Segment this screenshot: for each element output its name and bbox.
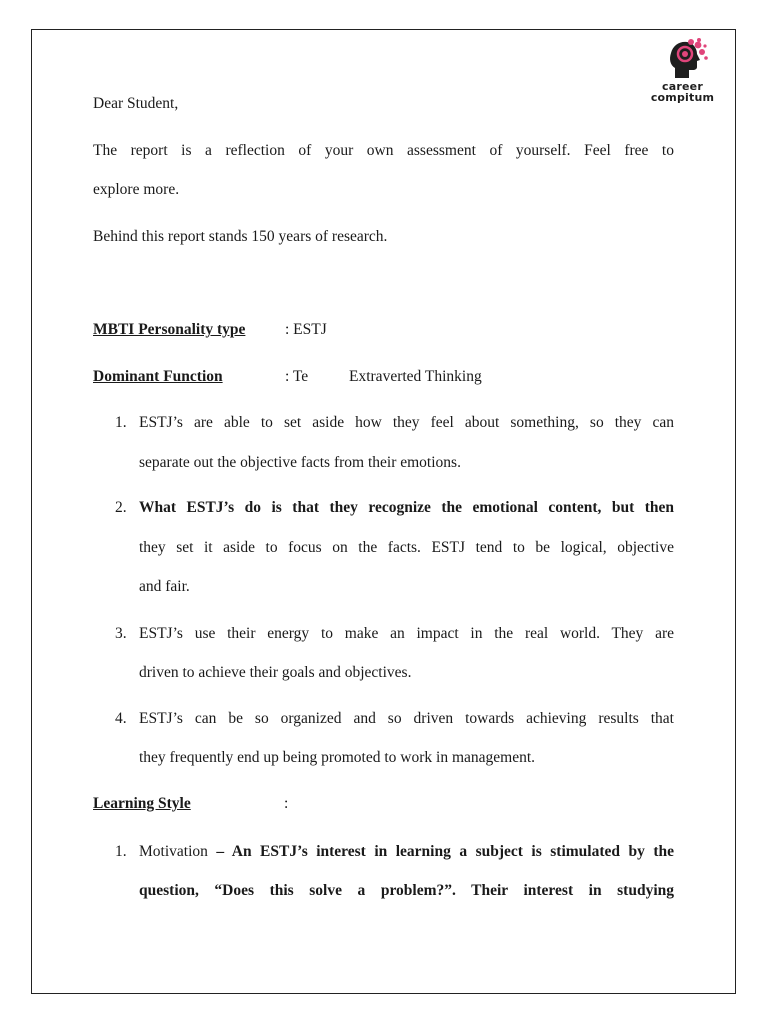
- intro-paragraph-line-2: explore more.: [93, 181, 180, 198]
- list-item-1-line-2: separate out the objective facts from their emotions.: [139, 454, 461, 471]
- salutation: Dear Student,: [93, 95, 179, 112]
- list-number: 3.: [115, 625, 127, 642]
- list-item-2-line-1: What ESTJ’s do is that they recognize the emotional content, but then: [139, 499, 674, 516]
- mbti-heading: MBTI Personality type: [93, 321, 246, 338]
- career-compitum-logo: [645, 38, 720, 110]
- mbti-value: : ESTJ: [285, 321, 327, 338]
- intro-paragraph-line-1: The report is a reflection of your own assessment of yourself. Feel free to: [93, 142, 674, 159]
- logo-line-2: compitum: [650, 91, 715, 104]
- list-item-3-line-1: ESTJ’s use their energy to make an impact in the real world. They are: [139, 625, 674, 642]
- list-item-2-line-3: and fair.: [139, 578, 190, 595]
- list-item-1-line-1: ESTJ’s are able to set aside how they feel about something, so they can: [139, 414, 674, 431]
- learning-item-1-line-1: [139, 843, 674, 861]
- dominant-function-heading: Dominant Function: [93, 368, 223, 385]
- logo-line-1: career: [662, 80, 703, 93]
- learning-style-colon: :: [284, 795, 289, 812]
- list-number: 2.: [115, 499, 127, 516]
- list-number: 4.: [115, 710, 127, 727]
- list-number: 1.: [115, 843, 127, 860]
- learning-item-1-line-1-bold: – An ESTJ’s interest in learning a subject is stimulated by the: [216, 843, 674, 860]
- research-statement: Behind this report stands 150 years of research.: [93, 228, 388, 245]
- list-item-2-line-2: they set it aside to focus on the facts. ESTJ tend to be logical, objective: [139, 539, 674, 556]
- dominant-function-name: Extraverted Thinking: [349, 368, 482, 385]
- list-item-3-line-2: driven to achieve their goals and objectives.: [139, 664, 412, 681]
- logo-wordmark: [645, 81, 720, 103]
- learning-item-1-line-2: question, “Does this solve a problem?”. Their interest in studying: [139, 882, 674, 899]
- list-item-4-line-1: ESTJ’s can be so organized and so driven towards achieving results that: [139, 710, 674, 727]
- dominant-function-code: : Te: [285, 368, 309, 385]
- head-with-dots-icon: [669, 38, 709, 82]
- list-number: 1.: [115, 414, 127, 431]
- learning-style-heading: Learning Style: [93, 795, 191, 812]
- learning-item-lead: Motivation: [139, 843, 217, 860]
- list-item-4-line-2: they frequently end up being promoted to work in management.: [139, 749, 536, 766]
